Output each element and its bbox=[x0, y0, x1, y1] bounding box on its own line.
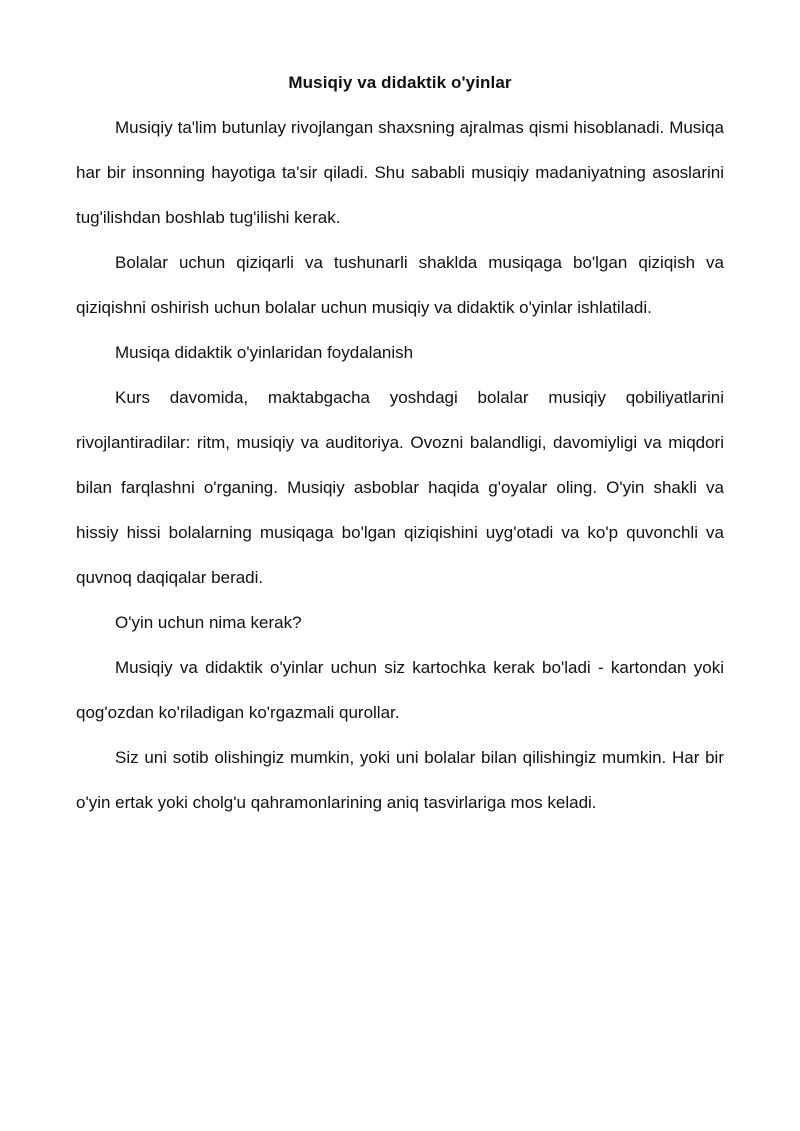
paragraph: Bolalar uchun qiziqarli va tushunarli shaklda musiqaga bo'lgan qiziqish va qiziqishni oshirish uchun bolalar uchun musiqiy va didaktik o'yinlar ishlatiladi. bbox=[76, 253, 724, 317]
paragraph: Kurs davomida, maktabgacha yoshdagi bolalar musiqiy qobiliyatlarini rivojlantiradilar: ritm, musiqiy va auditoriya. Ovozni balandligi, davomiyligi va miqdori bilan farqlashni o'rganing. Musiqiy asboblar haqida g'oyalar oling. O'yin shakli va hissiy hissi bolalarning musiqaga bo'lgan qiziqishini uyg'otadi va ko'p quvonchli va quvnoq daqiqalar beradi. bbox=[76, 388, 724, 587]
paragraph: Musiqiy va didaktik o'yinlar uchun siz kartochka kerak bo'ladi - kartondan yoki qog'ozdan ko'riladigan ko'rgazmali qurollar. bbox=[76, 658, 724, 722]
paragraph: Musiqa didaktik o'yinlaridan foydalanish bbox=[115, 343, 414, 362]
paragraph: Musiqiy ta'lim butunlay rivojlangan shaxsning ajralmas qismi hisoblanadi. Musiqa har bir insonning hayotiga ta'sir qiladi. Shu sababli musiqiy madaniyatning asoslarini tug'ilishdan boshlab tug'ilishi kerak. bbox=[76, 118, 724, 227]
document-body bbox=[76, 60, 724, 825]
paragraph: Siz uni sotib olishingiz mumkin, yoki uni bolalar bilan qilishingiz mumkin. Har bir o'yin ertak yoki cholg'u qahramonlarining aniq tasvirlariga mos keladi. bbox=[76, 748, 724, 812]
page-title: Musiqiy va didaktik o'yinlar bbox=[288, 73, 512, 92]
paragraph: O'yin uchun nima kerak? bbox=[115, 613, 302, 632]
